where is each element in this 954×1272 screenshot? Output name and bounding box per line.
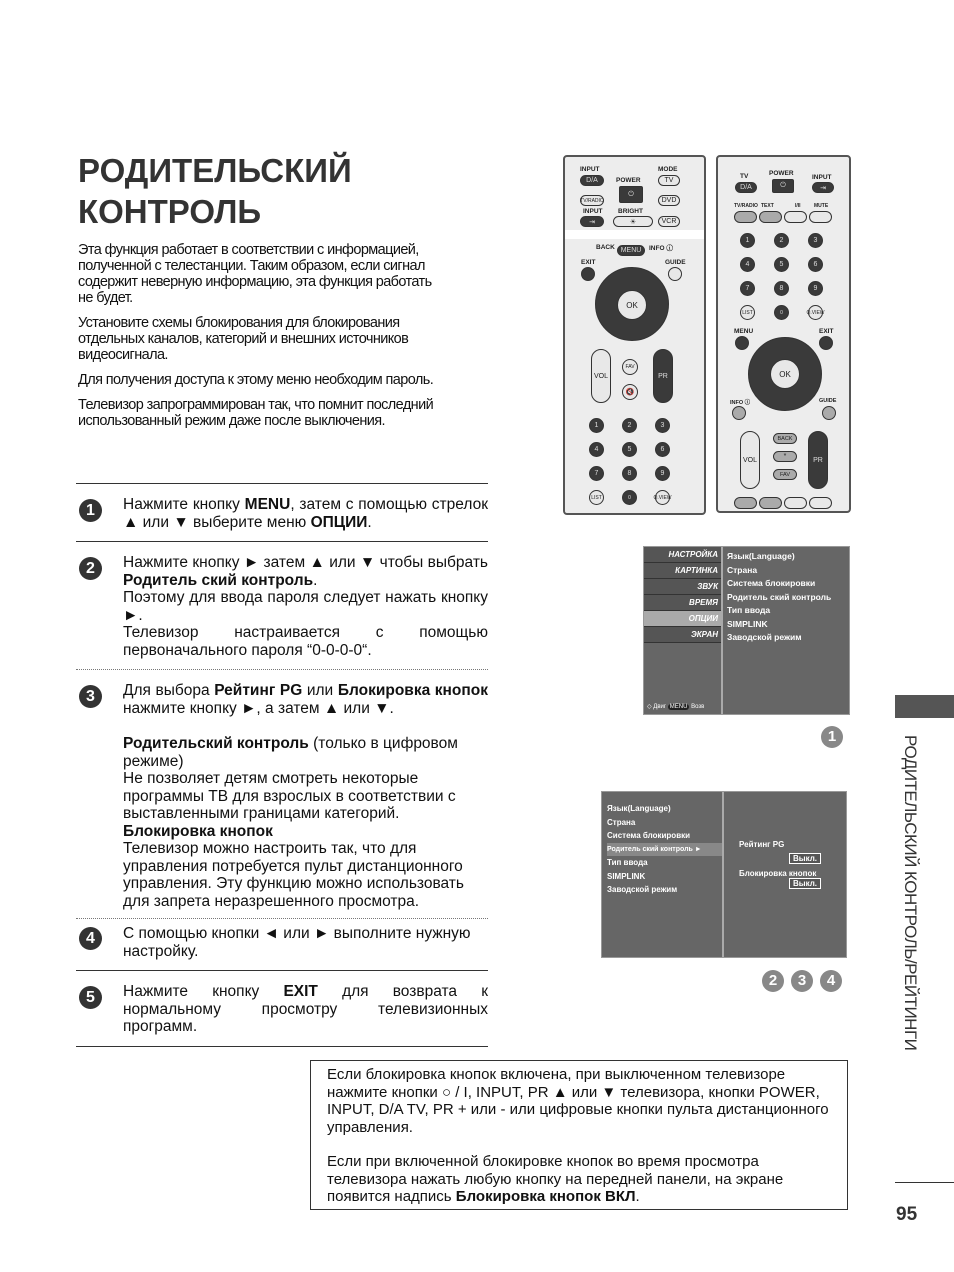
vcr-button: VCR (658, 216, 680, 227)
pr-button: PR (653, 349, 673, 403)
menu-item[interactable]: SIMPLINK (727, 618, 768, 629)
exit-button (581, 267, 595, 281)
intro-paragraph: Эта функция работает в соответствии с информацией, полученной с телестанции. Таким образом, если сигнал содержит неверную информацию, эта функция работать не будет. (78, 242, 432, 306)
menu-button: MENU (617, 245, 645, 256)
digit-button: 4 (740, 257, 755, 272)
digit-button: 6 (655, 442, 670, 457)
brightness-icon: ☀ (613, 216, 653, 227)
osd-menu-parental (601, 791, 847, 958)
key-lock-value[interactable]: Выкл. (789, 878, 821, 889)
digit-button: 8 (774, 281, 789, 296)
star-button: * (773, 451, 797, 462)
list-button: LIST (740, 305, 755, 320)
back-button: BACK (773, 433, 797, 444)
rating-pg-value[interactable]: Выкл. (789, 853, 821, 864)
menu-items (602, 792, 724, 957)
exit-button (819, 336, 833, 350)
menu-tabs (644, 547, 723, 714)
digit-button: 9 (808, 281, 823, 296)
digit-button: 7 (740, 281, 755, 296)
digit-button: 9 (655, 466, 670, 481)
ok-button: OK (770, 359, 800, 389)
menu-button (735, 336, 749, 350)
digit-button: 6 (808, 257, 823, 272)
power-icon: ⏻ (772, 179, 794, 193)
digit-button: 2 (622, 418, 637, 433)
qview-button: Q.VIEW (808, 305, 823, 320)
intro-text (78, 242, 448, 438)
digit-button: 7 (589, 466, 604, 481)
section-title-vertical: РОДИТЕЛЬСКИЙ КОНТРОЛЬ/РЕЙТИНГИ (901, 735, 920, 1051)
mute-icon: 🔇 (622, 384, 638, 400)
menu-item[interactable]: SIMPLINK (607, 871, 646, 881)
parental-settings: Рейтинг PG Выкл. Блокировка кнопок Выкл. (724, 792, 846, 957)
input-icon: ⇥ (580, 216, 604, 227)
step-badge-2: 2 (762, 970, 784, 992)
step-1: 1 Нажмите кнопку MENU, затем с помощью стрелок ▲ или ▼ выберите меню ОПЦИИ. (76, 483, 488, 541)
digit-button: 8 (622, 466, 637, 481)
list-button: LIST (589, 490, 604, 505)
menu-item[interactable]: Тип ввода (607, 858, 648, 867)
step-5: 5 Нажмите кнопку EXIT для возврата к нормальному просмотру телевизионных программ. (76, 970, 488, 1046)
info-button (732, 406, 746, 420)
menu-item[interactable]: Система блокировки (607, 831, 691, 840)
remote-control-1: INPUT D/A POWER ⏻ MODE TV TV/RADIO DVD INPUT ⇥ BRIGHT ☀ VCR BACK MENU INFO ⓘ EXIT GUIDE OK VOL FAV 🔇 PR 1 2 3 4 5 6 7 8 9 LIST 0 Q.VIEW (563, 155, 706, 515)
intro-paragraph: Установите схемы блокирования для блокирования отдельных каналов, категорий и внешних источников видеосигнала. (78, 315, 409, 363)
page-number: 95 (896, 1204, 918, 1225)
tvradio-button: TV/RADIO (580, 195, 604, 206)
qview-button: Q.VIEW (655, 490, 670, 505)
step-2: 2 Нажмите кнопку ► затем ▲ или ▼ чтобы выбрать Родитель ский контроль. Поэтому для ввода пароля следует нажать кнопку ►. Телевизор настраивается с помощью первоначального пароля “0-0-0-0“. (76, 541, 488, 669)
ok-button: OK (617, 290, 647, 320)
menu-item[interactable]: Язык(Language) (607, 804, 671, 813)
tab-options[interactable]: ОПЦИИ (644, 611, 721, 627)
tab-screen[interactable]: ЭКРАН (644, 627, 721, 643)
remote-control-2: TV D/A POWER ⏻ INPUT ⇥ TV/RADIO TEXT I/II MUTE 1 2 3 4 5 6 7 8 9 LIST 0 Q.VIEW MENU EXIT OK INFO ⓘ GUIDE VOL BACK * FAV PR (716, 155, 851, 513)
section-tab-marker (895, 695, 954, 718)
menu-item[interactable]: Заводской режим (727, 632, 802, 642)
digit-button: 0 (622, 490, 637, 505)
step-badge-4: 4 (820, 970, 842, 992)
da-button: D/A (735, 182, 757, 193)
step-3: 3 Для выбора Рейтинг PG или Блокировка кнопок нажмите кнопку ►, а затем ▲ или ▼. Родительский контроль (только в цифровом режиме) Не позволяет детям смотреть некоторые программы ТВ для взрослых в соответствии с выставленными границами категорий. Блокировка кнопок Телевизор можно настроить так, что для управления потребуется пульт дистанционного управления. Эту функцию можно использовать для запрета неразрешенного просмотра. (76, 669, 488, 918)
digit-button: 3 (808, 233, 823, 248)
digit-button: 3 (655, 418, 670, 433)
guide-button (822, 406, 836, 420)
note-box: Если блокировка кнопок включена, при выключенном телевизоре нажмите кнопки ○ / I, INPUT, PR ▲ или ▼ телевизора, кнопки POWER, INPUT, D/A TV, PR + или - или цифровые кнопки пульта дистанционного управления. Если при включенной блокировке кнопок во время просмотра телевизора нажать любую кнопку на передней панели, на экране появится надпись Блокировка кнопок ВКЛ. (310, 1060, 848, 1210)
dvd-button: DVD (658, 195, 680, 206)
tv-button: TV (658, 175, 680, 186)
intro-paragraph: Телевизор запрограммирован так, что помнит последний использованный режим даже после выключения. (78, 397, 434, 429)
digit-button: 2 (774, 233, 789, 248)
digit-button: 4 (589, 442, 604, 457)
divider (895, 1182, 954, 1183)
tab-sound[interactable]: ЗВУК (644, 579, 721, 595)
guide-button (668, 267, 682, 281)
menu-items (723, 547, 835, 714)
input-icon: ⇥ (812, 182, 834, 193)
vol-button: VOL (740, 431, 760, 489)
menu-item[interactable]: Тип ввода (727, 605, 771, 615)
fav-button: FAV (773, 469, 797, 480)
menu-item-selected[interactable]: Родитель ский контроль ► (607, 843, 722, 857)
pr-button: PR (808, 431, 828, 489)
vol-button: VOL (591, 349, 611, 403)
intro-paragraph: Для получения доступа к этому меню необходим пароль. (78, 372, 434, 388)
menu-item[interactable]: Язык(Language) (727, 551, 795, 561)
digit-button: 5 (774, 257, 789, 272)
tab-setup[interactable]: НАСТРОЙКА (644, 547, 721, 563)
tab-picture[interactable]: КАРТИНКА (644, 563, 721, 579)
menu-item[interactable]: Заводской режим (607, 885, 678, 894)
digit-button: 1 (589, 418, 604, 433)
page-title: РОДИТЕЛЬСКИЙ КОНТРОЛЬ (78, 152, 352, 230)
power-icon: ⏻ (619, 186, 643, 203)
step-badge-1: 1 (821, 726, 843, 748)
menu-item[interactable]: Система блокировки (727, 578, 816, 588)
step-badge-3: 3 (791, 970, 813, 992)
menu-footer: ◇ Двиг MENU Возв (647, 704, 705, 710)
fav-button: FAV (622, 359, 638, 375)
menu-item[interactable]: Страна (607, 817, 636, 827)
osd-menu-options (643, 546, 850, 715)
tab-time[interactable]: ВРЕМЯ (644, 595, 721, 611)
digit-button: 1 (740, 233, 755, 248)
menu-item[interactable]: Родитель ский контроль (727, 591, 832, 602)
menu-item[interactable]: Страна (727, 564, 758, 575)
digit-button: 0 (774, 305, 789, 320)
steps-list (76, 483, 488, 1047)
da-button: D/A (580, 175, 604, 186)
step-4: 4 С помощью кнопки ◄ или ► выполните нужную настройку. (76, 918, 488, 970)
digit-button: 5 (622, 442, 637, 457)
